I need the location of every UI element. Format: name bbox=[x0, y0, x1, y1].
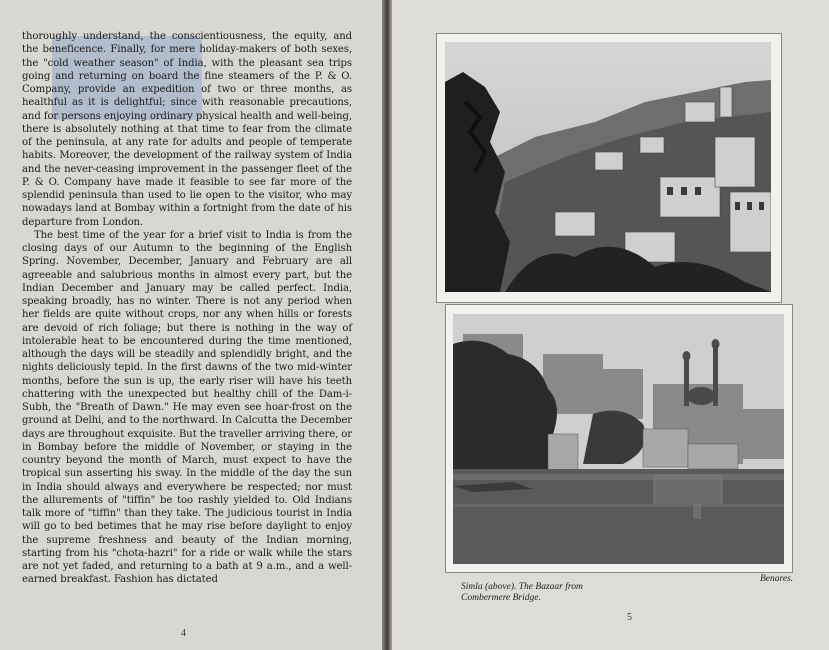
page-number-right: 5 bbox=[627, 612, 632, 623]
left-page bbox=[0, 0, 384, 650]
caption-simla-bazaar: Simla (above). The Bazaar from Combermere Bridge. bbox=[461, 582, 583, 603]
photo-simla bbox=[445, 42, 771, 292]
caption-benares: Benares. bbox=[760, 574, 794, 584]
page-number-left: 4 bbox=[181, 628, 186, 639]
paragraph: The best time of the year for a brief visit to India is from the closing days of our Autumn to the beginning of the English Spring. November, December, January and February are all agreeable and salubrious months in almost every part, but the Indian December and January may be called perfect. India, speaking broadly, has no winter. There is not any period when her fields are quite without crops, nor any when hills or forests are devoid of rich foliage; but there is nothing in the way of intolerable heat to be encountered during the time mentioned, although the days will be steadily and splendidly bright, and the nights deliciously tepid. In the first dawns of the two mid-winter months, before the sun is up, the early riser will have his teeth chattering with the unexpected but healthy chill of the Dam-i-Subh, the "Breath of Dawn." He may even see hoar-frost on the ground at Delhi, and to the northward. In Calcutta the December days are throughout exquisite. But the traveller arriving there, or in Bombay before the middle of November, or staying in the country beyond the month of March, must expect to have the tropical sun asserting his sway. In the middle of the day the sun in India should always and everywhere be respected; nor must the allurements of "tiffin" be too rashly yielded to. Old Indians talk more of "tiffin" than they take. The judicious tourist in India will go to bed betimes that he may rise before daylight to enjoy the supreme freshness and beauty of the Indian morning, starting from his "chota-hazri" for a ride or walk while the stars are not yet faded, and returning to a bath at 9 a.m., and a well-earned breakfast. Fashion has dictated bbox=[22, 229, 352, 586]
body-text bbox=[22, 30, 352, 587]
photo-benares bbox=[453, 314, 784, 564]
paragraph: thoroughly understand, the conscientiousness, the equity, and the beneficence. Finally, for mere holiday-makers of both sexes, the "cold weather season" of India, with the pleasant sea trips going and returning on board the fine steamers of the P. & O. Company, provide an expedition of two or three months, as healthful as it is delightful; since with reasonable precautions, and for persons enjoying ordinary physical health and well-being, there is absolutely nothing at that time to fear from the climate of the peninsula, at any rate for adults and people of temperate habits. Moreover, the development of the railway system of India and the never-ceasing improvement in the passenger fleet of the P. & O. Company have made it feasible to see far more of the splendid peninsula than used to lie open to the visitor, who may nowadays land at Bombay within a fortnight from the date of his departure from London. bbox=[22, 31, 352, 228]
right-page bbox=[392, 0, 829, 650]
